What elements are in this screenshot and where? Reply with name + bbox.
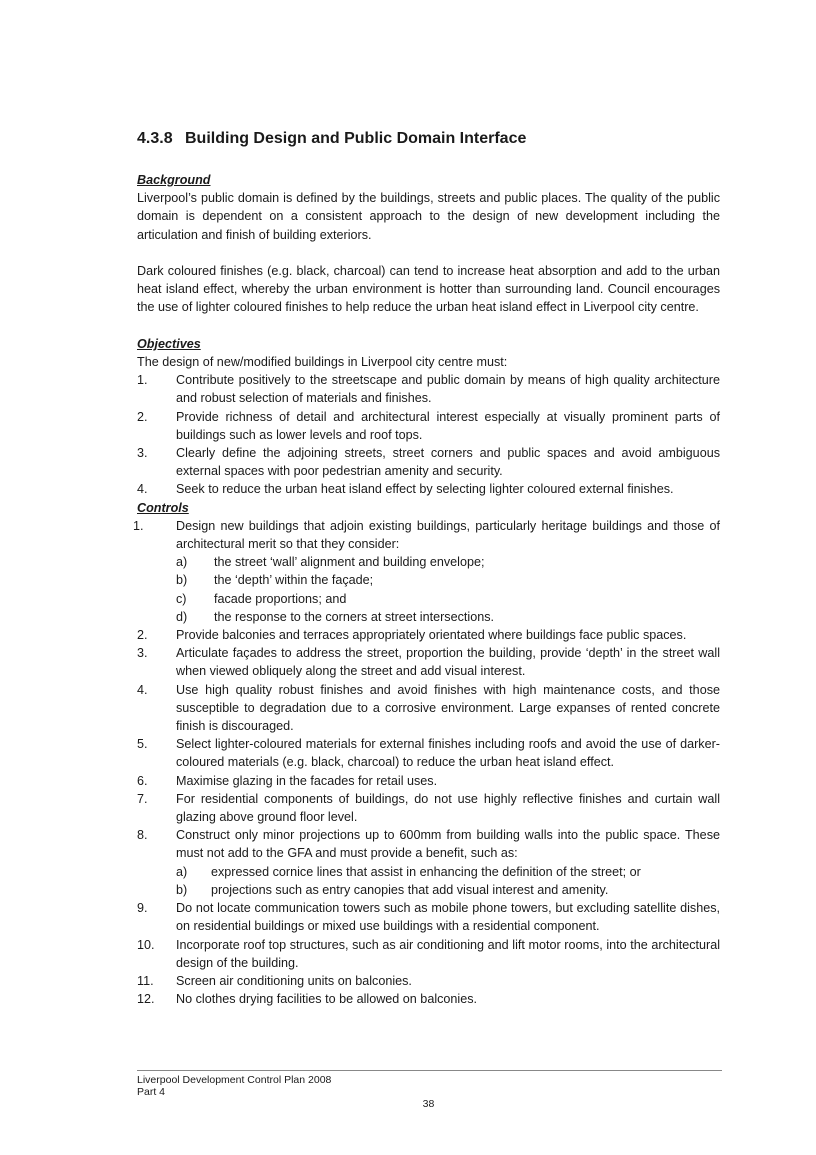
objective-number: 1. <box>137 373 148 388</box>
footer-document-title: Liverpool Development Control Plan 2008 <box>137 1074 332 1086</box>
objective-item <box>137 444 720 480</box>
control-text: Maximise glazing in the facades for retail uses. <box>176 773 438 788</box>
control-text: Construct only minor projections up to 600mm from building walls into the public space. These must not add to the GFA and must provide a benefit, such as: <box>176 828 720 861</box>
footer-part: Part 4 <box>137 1086 166 1098</box>
control-item <box>137 735 720 771</box>
control-number: 1. <box>133 518 144 533</box>
control-number: 2. <box>137 628 148 643</box>
subitem-text: facade proportions; and <box>214 591 347 606</box>
control-item <box>137 972 720 990</box>
control-item <box>137 626 720 644</box>
control-number: 11. <box>137 973 154 988</box>
page-number: 38 <box>422 1098 435 1110</box>
control-text: Use high quality robust finishes and avoid finishes with high maintenance costs, and those susceptible to degradation due to a corrosive environment. Large expanses of rented concrete finish is discouraged. <box>176 682 720 734</box>
section-heading <box>137 130 526 148</box>
objective-text: Provide richness of detail and architectural interest especially at visually prominent parts of buildings such as lower levels and roof tops. <box>176 409 720 442</box>
background-paragraph: Liverpool’s public domain is defined by the buildings, streets and public places. The quality of the public domain is dependent on a consistent approach to the design of new development including the articulation and finish of building exteriors. <box>137 191 720 242</box>
control-text: For residential components of buildings, do not use highly reflective finishes and curtain wall glazing above ground floor level. <box>176 791 720 825</box>
objective-number: 4. <box>137 482 148 497</box>
control-item <box>137 990 720 1008</box>
control-text: Select lighter-coloured materials for external finishes including roofs and avoid the use of darker-coloured materials (e.g. black, charcoal) to reduce the urban heat island effect. <box>176 737 720 770</box>
background-paragraph: Dark coloured finishes (e.g. black, charcoal) can tend to increase heat absorption and add to the urban heat island effect, whereby the urban environment is hotter than surrounding land. Council encourages the use of lighter coloured finishes to help reduce the urban heat island effect in Liverpool city centre. <box>137 264 720 315</box>
page-content <box>133 171 720 1008</box>
objective-text: Contribute positively to the streetscape and public domain by means of high quality architecture and robust selection of materials and finishes. <box>176 373 720 406</box>
control-number: 6. <box>137 773 148 788</box>
control-item <box>137 936 720 972</box>
control-text: No clothes drying facilities to be allowed on balconies. <box>176 992 478 1007</box>
subitem-letter: b) <box>176 882 188 897</box>
subitem-letter: a) <box>176 555 188 570</box>
subitem-letter: d) <box>176 609 188 624</box>
control-item <box>133 517 720 626</box>
control-item <box>137 826 720 899</box>
control-number: 9. <box>137 901 148 916</box>
background-heading: Background <box>137 173 211 187</box>
objective-item <box>137 480 720 498</box>
control-subitem <box>176 608 720 626</box>
control-text: Articulate façades to address the street, proportion the building, provide ‘depth’ in the street wall when viewed obliquely along the street and add visual interest. <box>176 646 720 679</box>
control-number: 5. <box>137 737 148 752</box>
objective-text: Seek to reduce the urban heat island effect by selecting lighter coloured external finishes. <box>176 482 674 497</box>
control-number: 3. <box>137 646 148 661</box>
control-item <box>137 790 720 826</box>
control-text: Do not locate communication towers such as mobile phone towers, but excluding satellite dishes, on residential buildings or mixed use buildings with a residential component. <box>176 901 720 934</box>
control-subitem <box>176 881 720 899</box>
footer-divider <box>137 1070 722 1071</box>
subitem-text: the ‘depth’ within the façade; <box>214 573 374 588</box>
page-footer <box>137 1074 331 1098</box>
objectives-list <box>137 371 720 498</box>
objective-number: 2. <box>137 409 148 424</box>
objective-item <box>137 371 720 407</box>
subitem-letter: a) <box>176 864 188 879</box>
subitem-text: projections such as entry canopies that add visual interest and amenity. <box>211 882 609 897</box>
objective-text: Clearly define the adjoining streets, street corners and public spaces and avoid ambiguous external spaces with poor pedestrian amenity and security. <box>176 446 720 479</box>
objectives-intro: The design of new/modified buildings in Liverpool city centre must: <box>137 355 508 369</box>
controls-list <box>133 517 720 1008</box>
control-number: 10. <box>137 937 155 952</box>
control-text: Design new buildings that adjoin existing buildings, particularly heritage buildings and those of architectural merit so that they consider: <box>176 518 720 552</box>
subitem-text: expressed cornice lines that assist in enhancing the definition of the street; or <box>211 864 641 879</box>
control-subitem <box>176 553 720 571</box>
control-sublist <box>176 553 720 626</box>
control-text: Screen air conditioning units on balconies. <box>176 973 412 988</box>
control-number: 4. <box>137 682 148 697</box>
control-subitem <box>176 571 720 589</box>
control-text: Provide balconies and terraces appropriately orientated where buildings face public spaces. <box>176 628 687 643</box>
control-subitem <box>176 590 720 608</box>
section-number: 4.3.8 <box>137 130 173 147</box>
objectives-heading: Objectives <box>137 336 201 351</box>
objective-number: 3. <box>137 446 148 461</box>
control-subitem <box>176 863 720 881</box>
control-text: Incorporate roof top structures, such as air conditioning and lift motor rooms, into the architectural design of the building. <box>176 937 720 970</box>
control-item <box>137 681 720 736</box>
control-sublist <box>176 863 720 899</box>
control-number: 7. <box>137 791 148 806</box>
subitem-text: the response to the corners at street intersections. <box>214 609 495 624</box>
control-number: 8. <box>137 828 148 843</box>
control-item <box>137 772 720 790</box>
objective-item <box>137 408 720 444</box>
subitem-letter: b) <box>176 573 188 588</box>
control-number: 12. <box>137 992 155 1007</box>
subitem-text: the street ‘wall’ alignment and building envelope; <box>214 555 485 570</box>
section-title: Building Design and Public Domain Interface <box>185 130 527 147</box>
controls-heading: Controls <box>137 500 189 515</box>
control-item <box>137 899 720 935</box>
subitem-letter: c) <box>176 591 187 606</box>
control-item <box>137 644 720 680</box>
